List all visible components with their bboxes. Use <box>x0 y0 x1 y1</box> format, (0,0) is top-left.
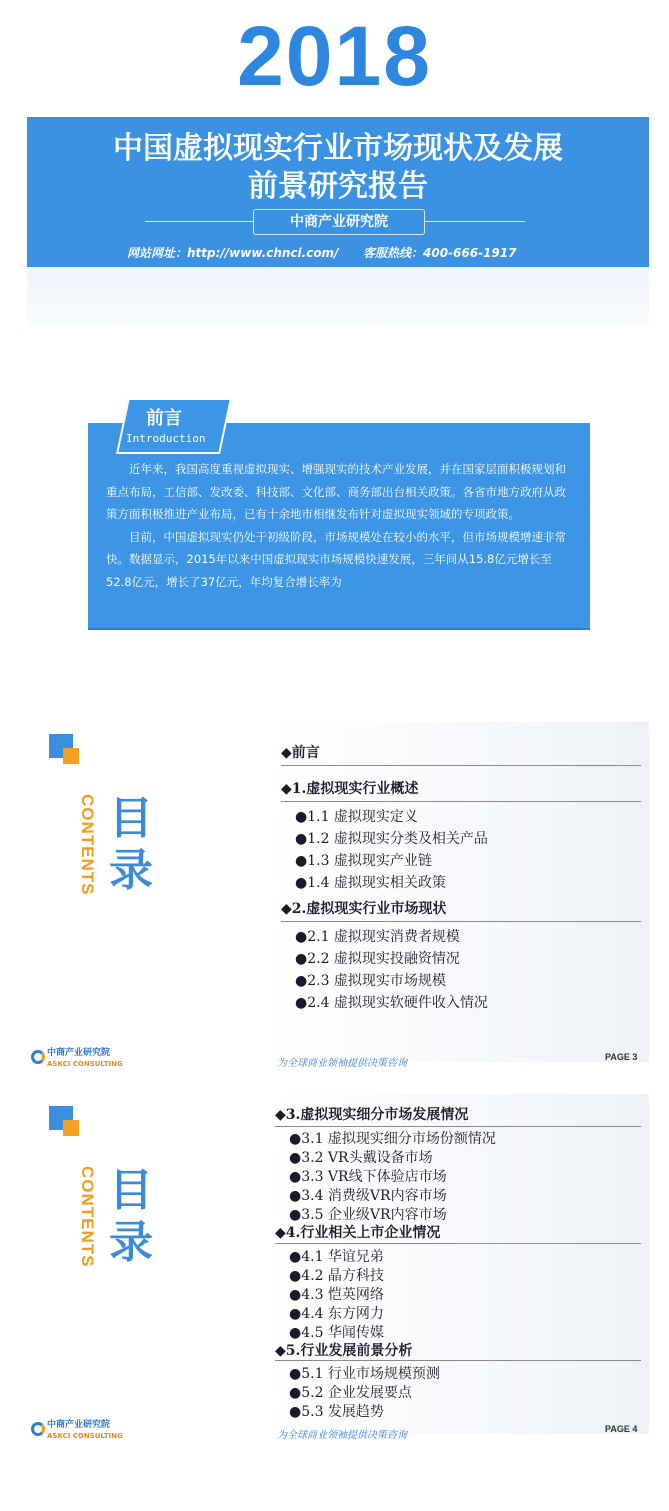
toc-divider <box>281 921 641 922</box>
toc-section[interactable]: ◆4.行业相关上市企业情况 <box>275 1225 441 1241</box>
decor-square-orange <box>63 1120 79 1136</box>
hotline-text: 客服热线：400-666-1917 <box>363 246 517 260</box>
toc-item[interactable]: ●5.3 发展趋势 <box>289 1404 384 1420</box>
toc-section[interactable]: ◆前言 <box>281 745 320 761</box>
askci-logo-icon <box>31 1050 45 1064</box>
toc-item[interactable]: ●2.4 虚拟现实软硬件收入情况 <box>295 995 488 1011</box>
contents-vertical-label: CONTENTS <box>78 1166 97 1268</box>
toc-item[interactable]: ●1.2 虚拟现实分类及相关产品 <box>295 831 488 847</box>
divider-left <box>145 221 253 222</box>
preface-title: 前言 <box>146 408 182 429</box>
preface-text <box>106 458 576 593</box>
toc-divider <box>275 1360 641 1361</box>
toc-item[interactable]: ●2.1 虚拟现实消费者规模 <box>295 929 460 945</box>
decor-square-orange <box>63 748 79 764</box>
logo-en-text: ASKCI CONSULTING <box>47 1432 123 1440</box>
toc-item[interactable]: ●3.4 消费级VR内容市场 <box>289 1188 447 1204</box>
preface-paragraph-2: 目前，中国虚拟现实仍处于初级阶段，市场规模处在较小的水平，但市场规模增速非常快。数据显示，2015年以来中国虚拟现实市场规模快速发展，三年间从15.8亿元增长至52.8亿元，增长了37亿元，年均复合增长率为 <box>106 529 566 589</box>
toc-item[interactable]: ●2.2 虚拟现实投融资情况 <box>295 951 460 967</box>
toc-section[interactable]: ◆3.虚拟现实细分市场发展情况 <box>275 1107 469 1123</box>
toc-section[interactable]: ◆5.行业发展前景分析 <box>275 1343 413 1359</box>
toc-item[interactable]: ●3.5 企业级VR内容市场 <box>289 1207 447 1223</box>
toc-item[interactable]: ●1.4 虚拟现实相关政策 <box>295 875 446 891</box>
page-number: PAGE 4 <box>605 1424 638 1434</box>
mulu-char-1: 目 <box>109 793 153 844</box>
toc-item[interactable]: ●5.1 行业市场规模预测 <box>289 1366 440 1382</box>
logo-en-text: ASKCI CONSULTING <box>47 1060 123 1068</box>
toc-item[interactable]: ●4.5 华闻传媒 <box>289 1325 384 1341</box>
toc-divider <box>281 765 641 766</box>
toc-section[interactable]: ◆2.虚拟现实行业市场现状 <box>281 901 447 917</box>
cover-year: 2018 <box>237 9 432 103</box>
mulu-char-2: 录 <box>109 845 153 896</box>
toc-item[interactable]: ●1.3 虚拟现实产业链 <box>295 853 432 869</box>
contents-vertical-label: CONTENTS <box>78 794 97 896</box>
askci-logo <box>47 1420 123 1442</box>
mulu-char-1: 目 <box>109 1165 153 1216</box>
institute-badge: 中商产业研究院 <box>253 209 425 235</box>
cover-banner <box>27 117 649 267</box>
toc-item[interactable]: ●3.2 VR头戴设备市场 <box>289 1150 433 1166</box>
preface-subtitle: Introduction <box>126 432 206 445</box>
page-number: PAGE 3 <box>605 1052 638 1062</box>
contents-slide-page3 <box>27 722 649 1069</box>
toc-item[interactable]: ●4.4 东方网力 <box>289 1306 384 1322</box>
askci-logo-icon <box>31 1422 45 1436</box>
contents-slide-page4 <box>27 1094 649 1441</box>
report-title-line2: 前景研究报告 <box>248 169 428 204</box>
toc-item[interactable]: ●5.2 企业发展要点 <box>289 1385 412 1401</box>
preface-paragraph-1: 近年来，我国高度重视虚拟现实、增强现实的技术产业发展，并在国家层面积极规划和重点布局，工信部、发改委、科技部、文化部、商务部出台相关政策。各省市地方政府从政策方面积极推进产业布局，已有十余地市相继发布针对虚拟现实领域的专项政策。 <box>106 462 566 521</box>
toc-item[interactable]: ●3.3 VR线下体验店市场 <box>289 1169 447 1185</box>
toc-divider <box>275 1243 641 1244</box>
slogan: 为全球商业领袖提供决策咨询 <box>277 1058 407 1069</box>
toc-item[interactable]: ●3.1 虚拟现实细分市场份额情况 <box>289 1131 496 1147</box>
toc-item[interactable]: ●4.1 华谊兄弟 <box>289 1249 384 1265</box>
toc-item[interactable]: ●4.2 晶方科技 <box>289 1268 384 1284</box>
toc-section[interactable]: ◆1.虚拟现实行业概述 <box>281 781 419 797</box>
slogan: 为全球商业领袖提供决策咨询 <box>277 1430 407 1441</box>
toc-divider <box>281 801 641 802</box>
toc-item[interactable]: ●4.3 恺英网络 <box>289 1287 384 1303</box>
toc-divider <box>275 1126 641 1127</box>
cover-shadow <box>27 267 649 327</box>
divider-right <box>425 221 525 222</box>
logo-cn-text: 中商产业研究院 <box>47 1048 111 1058</box>
toc-item[interactable]: ●2.3 虚拟现实市场规模 <box>295 973 446 989</box>
logo-cn-text: 中商产业研究院 <box>47 1420 111 1430</box>
askci-logo <box>47 1048 123 1070</box>
report-title-line1: 中国虚拟现实行业市场现状及发展 <box>113 131 563 166</box>
mulu-char-2: 录 <box>109 1217 153 1268</box>
website-link[interactable]: 网站网址：http://www.chnci.com/ <box>127 246 339 260</box>
toc-item[interactable]: ●1.1 虚拟现实定义 <box>295 809 418 825</box>
